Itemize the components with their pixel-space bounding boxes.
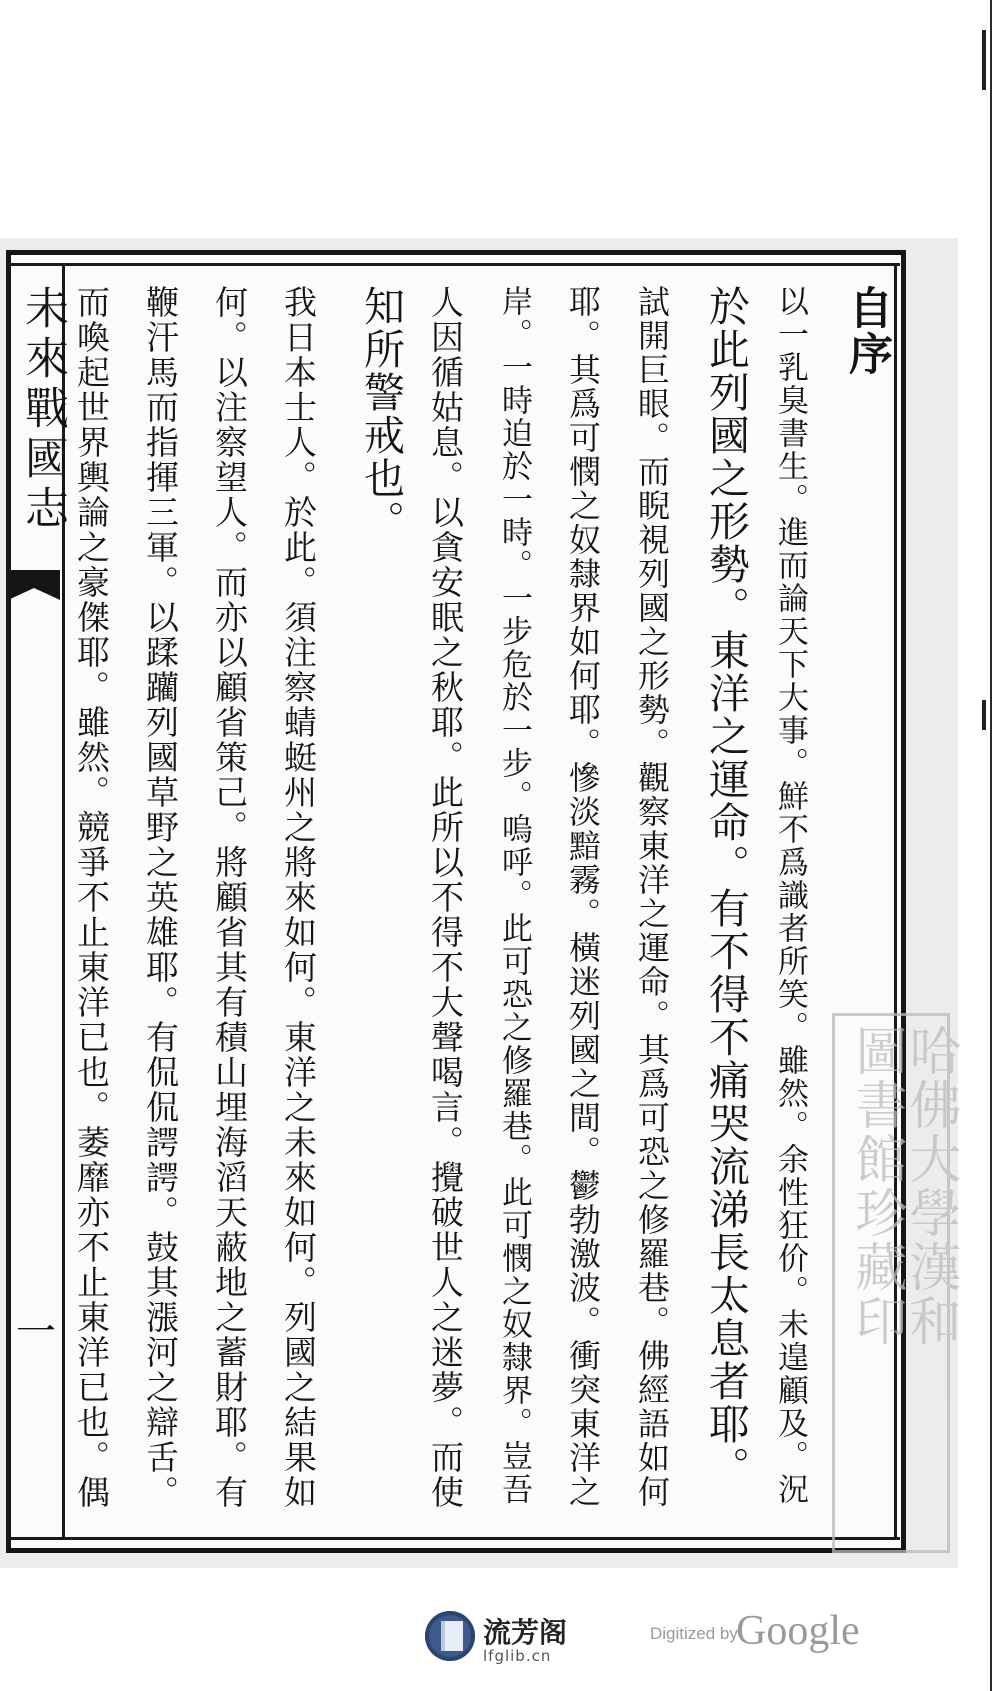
seal-text-col-2: 圖書館珍藏印 (846, 1024, 906, 1348)
frame-top-rule (6, 263, 900, 266)
text-column-7: 知所警戒也。 (357, 285, 405, 543)
digitized-label: Digitized by (650, 1624, 738, 1643)
fishtail-mark (8, 570, 60, 610)
book-title: 未來戰國志 (17, 285, 68, 535)
text-column-3: 試開巨眼。而睨視列國之形勢。觀察東洋之運命。其爲可恐之修羅巷。佛經語如何 (633, 285, 671, 1509)
text-column-4: 耶。其爲可憫之奴隸界如何耶。慘淡黯霧。橫迷列國之間。鬱勃激波。衝突東洋之 (564, 285, 602, 1509)
text-column-9: 何。以注察望人。而亦以顧省策己。將顧省其有積山埋海滔天蔽地之蓄財耶。有 (210, 285, 249, 1510)
folio-number: 一 (16, 1309, 56, 1355)
preface-heading: 自序 (841, 285, 892, 377)
text-column-10: 鞭汗馬而指揮三軍。以蹂躪列國草野之英雄耶。有侃侃諤諤。鼓其漲河之辯舌。 (141, 285, 180, 1510)
site-url: lfglib.cn (483, 1647, 552, 1665)
google-logo: Google (736, 1608, 860, 1654)
lfglib-logo[interactable] (425, 1609, 585, 1667)
text-column-5: 岸。一時迫於一時。一步危於一步。嗚呼。此可恐之修羅巷。此可憫之奴隸界。豈吾 (496, 285, 532, 1506)
frame-bottom-rule (6, 1537, 900, 1540)
text-column-1: 以一乳臭書生。進而論天下大事。鮮不爲識者所笑。雖然。余性狂价。未遑顧及。況 (772, 285, 808, 1506)
edge-mark (982, 700, 986, 730)
text-column-6: 人因循姑息。以貪安眠之秋耶。此所以不得不大聲喝言。攪破世人之迷夢。而使 (426, 285, 465, 1510)
text-column-8: 我日本士人。於此。須注察蜻蜓州之將來如何。東洋之未來如何。列國之結果如 (279, 285, 318, 1510)
seal-text-col-1: 哈佛大學漢和 (900, 1024, 960, 1348)
book-icon (441, 1621, 463, 1651)
text-column-2: 於此列國之形勢。東洋之運命。有不得不痛哭流涕長太息者耶。 (702, 285, 750, 1489)
site-name: 流芳阁 (483, 1616, 568, 1649)
edge-mark (982, 30, 986, 90)
library-seal (832, 1013, 960, 1553)
page-edge (990, 0, 1000, 1691)
text-column-11: 而喚起世界輿論之豪傑耶。雖然。競爭不止東洋已也。萎靡亦不止東洋已也。偶 (72, 285, 111, 1510)
